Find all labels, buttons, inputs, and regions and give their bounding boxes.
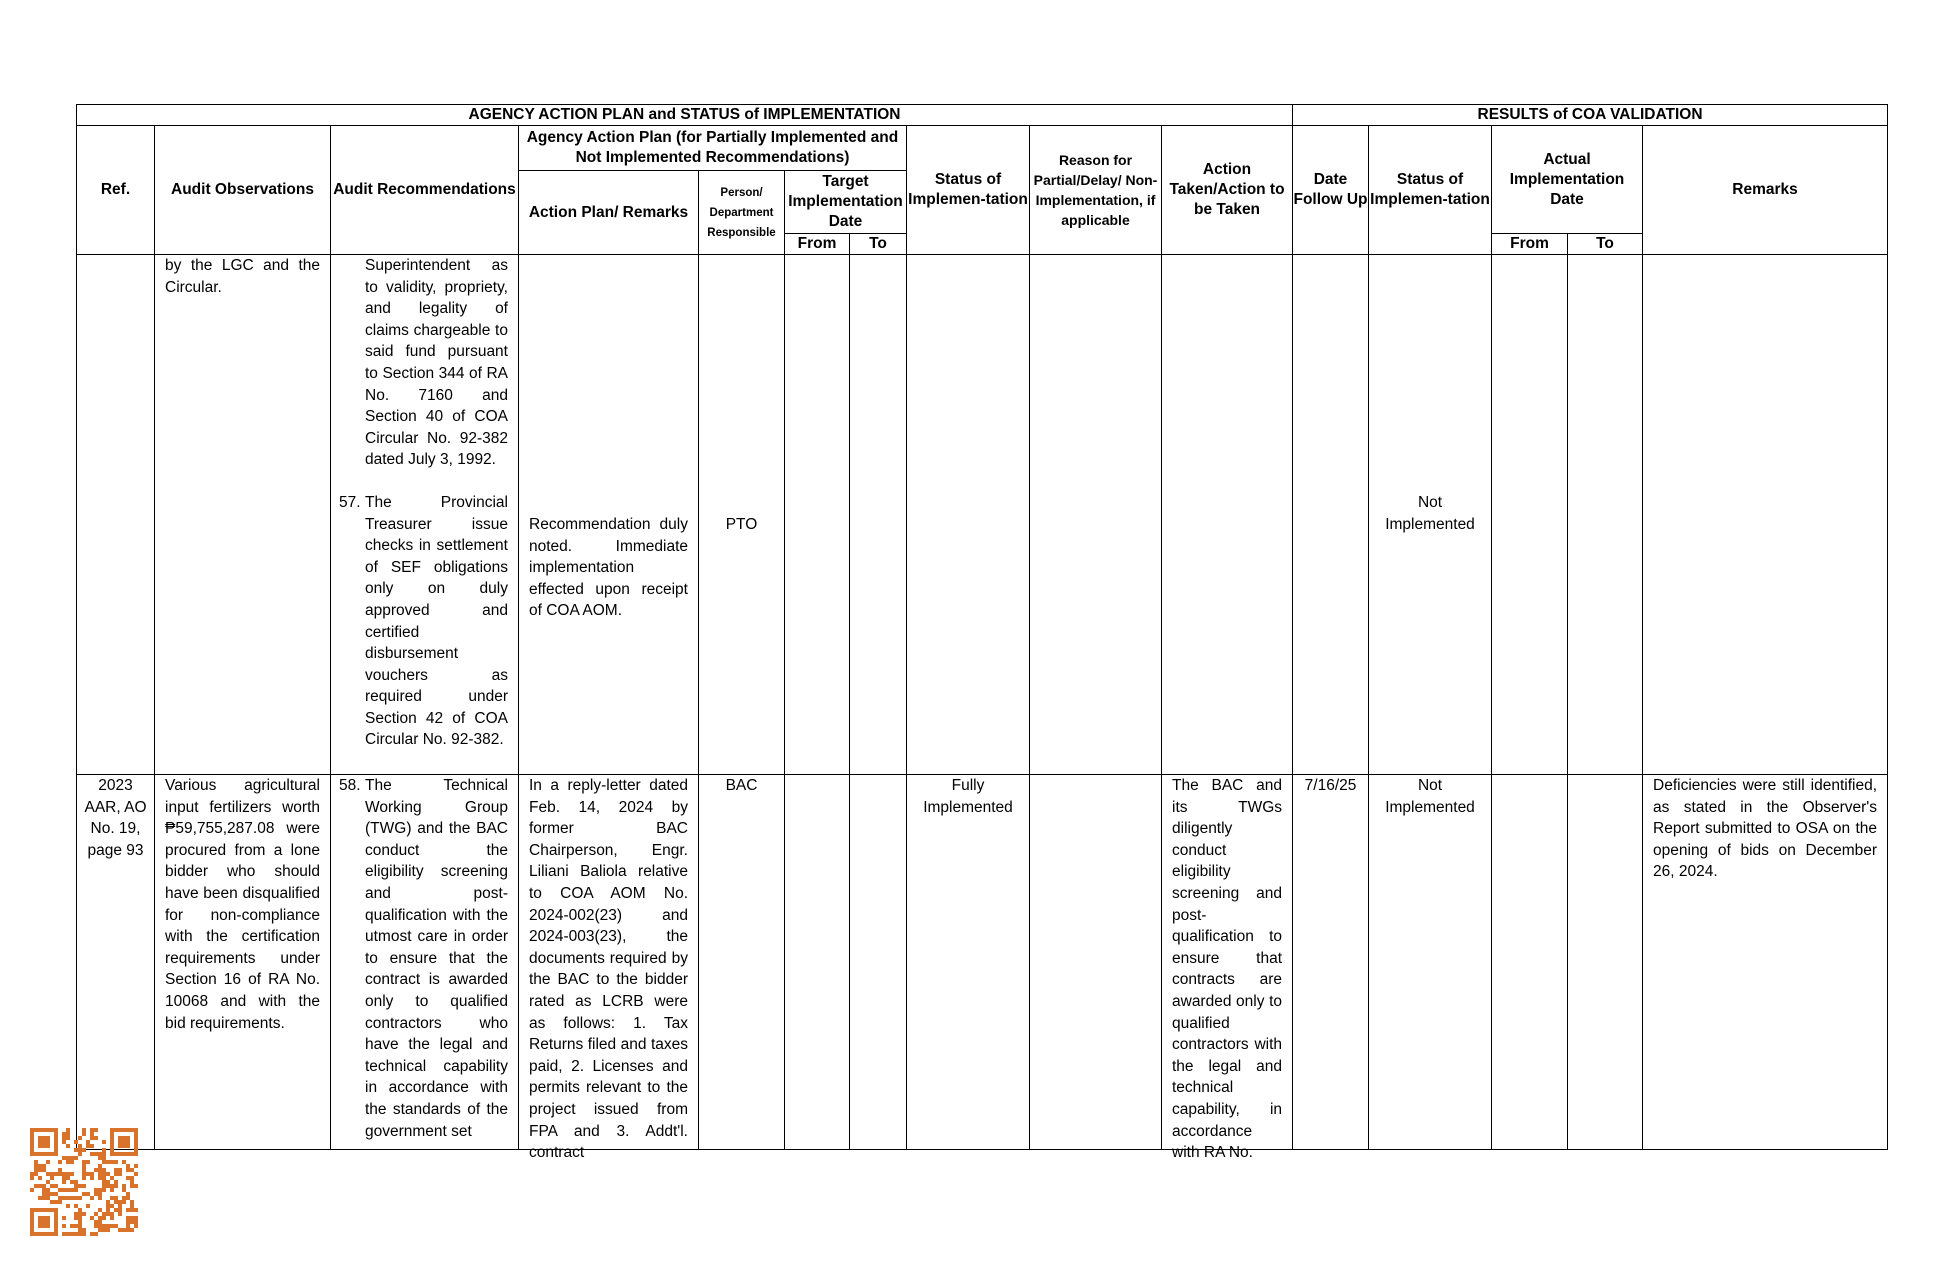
person-cell: PTO bbox=[699, 255, 785, 775]
agency-group-header: AGENCY ACTION PLAN and STATUS of IMPLEMENTATION bbox=[77, 105, 1293, 126]
table-row bbox=[77, 255, 1888, 775]
ref-header: Ref. bbox=[77, 126, 155, 255]
actual-to-cell bbox=[1568, 255, 1643, 775]
recommendation-text: The Provincial Treasurer issue checks in settlement of SEF obligations only on duly approved and certified disbursement vouchers as required under Section 42 of COA Circular No. 92-382. bbox=[365, 493, 508, 749]
observation-cell: by the LGC and the Circular. bbox=[155, 255, 331, 775]
qr-modules bbox=[30, 1128, 138, 1236]
action-plan-cell: Recommendation duly noted. Immediate implementation effected upon receipt of COA AOM. bbox=[519, 255, 699, 775]
recommendation-number: 57. bbox=[339, 493, 361, 511]
actual-from-header: From bbox=[1492, 234, 1568, 255]
action-plan-table bbox=[76, 104, 1888, 1162]
remarks-cell bbox=[1643, 255, 1888, 775]
action-plan-remarks-header: Action Plan/ Remarks bbox=[519, 171, 699, 255]
date-follow-up-cell: 7/16/25 bbox=[1293, 775, 1369, 1150]
date-follow-up-cell bbox=[1293, 255, 1369, 775]
audit-observations-header: Audit Observations bbox=[155, 126, 331, 255]
reason-cell bbox=[1030, 255, 1162, 775]
coa-status-cell: Not Implemented bbox=[1369, 255, 1492, 775]
recommendation-continued: Superintendent as to validity, propriety, and legality of claims chargeable to said fund pursuant to Section 344 of RA No. 7160 and Section 40 of COA Circular No. 92-382 dated July 3, 1992. bbox=[365, 257, 508, 469]
actual-from-cell bbox=[1492, 775, 1568, 1150]
coa-status-cell: Not Implemented bbox=[1369, 775, 1492, 1150]
actual-to-header: To bbox=[1568, 234, 1643, 255]
remarks-header: Remarks bbox=[1643, 126, 1888, 255]
action-taken-cell bbox=[1162, 255, 1293, 775]
person-cell: BAC bbox=[699, 775, 785, 1150]
group-header-row bbox=[77, 105, 1888, 126]
qr-code-icon bbox=[30, 1128, 138, 1236]
agency-status-header: Status of Implemen-tation bbox=[907, 126, 1030, 255]
date-follow-up-header: Date Follow Up bbox=[1293, 126, 1369, 255]
target-to-cell bbox=[850, 255, 907, 775]
remarks-cell: Deficiencies were still identified, as stated in the Observer's Report submitted to OSA on the opening of bids on December 26, 2024. bbox=[1643, 775, 1888, 1150]
agency-status-cell: Fully Implemented bbox=[907, 775, 1030, 1150]
observation-cell: Various agricultural input fertilizers worth ₱59,755,287.08 were procured from a lone bidder who should have been disqualified for non-compliance with the certification requirements under Section 16 of RA No. 10068 and with the bid requirements. bbox=[155, 775, 331, 1150]
coa-group-header: RESULTS of COA VALIDATION bbox=[1293, 105, 1888, 126]
recommendation-text: The Technical Working Group (TWG) and the BAC conduct the eligibility screening and post-qualification with the utmost care in order to ensure that the contract is awarded only to qualified contractors who have the legal and technical capability in accordance with the standards of the government set bbox=[365, 777, 508, 1140]
agency-status-cell bbox=[907, 255, 1030, 775]
person-responsible-header: Person/ Department Responsible bbox=[699, 171, 785, 255]
reason-header: Reason for Partial/Delay/ Non-Implementation, if applicable bbox=[1030, 126, 1162, 255]
actual-date-header: Actual Implementation Date bbox=[1492, 126, 1643, 234]
target-date-header: Target Implementation Date bbox=[785, 171, 907, 234]
action-plan-cell: In a reply-letter dated Feb. 14, 2024 by former BAC Chairperson, Engr. Liliani Baliola relative to COA AOM No. 2024-002(23) and 2024-003(23), the documents required by the BAC to the bidder rated as LCRB were as follows: 1. Tax Returns filed and taxes paid, 2. Licenses and permits relevant to the project issued from FPA and 3. Addt'l. contract bbox=[519, 775, 699, 1150]
table-row bbox=[77, 775, 1888, 1150]
recommendation-cell bbox=[331, 775, 519, 1150]
agency-action-plan-header: Agency Action Plan (for Partially Implemented and Not Implemented Recommendations) bbox=[519, 126, 907, 171]
target-from-header: From bbox=[785, 234, 850, 255]
recommendation-number: 58. bbox=[339, 777, 361, 794]
action-taken-header: Action Taken/Action to be Taken bbox=[1162, 126, 1293, 255]
actual-to-cell bbox=[1568, 775, 1643, 1150]
action-taken-cell: The BAC and its TWGs diligently conduct eligibility screening and post-qualification to ensure that contracts are awarded only to qualified contractors with the legal and technical capability, in accordance with RA No. bbox=[1162, 775, 1293, 1150]
reason-cell bbox=[1030, 775, 1162, 1150]
coa-status-header: Status of Implemen-tation bbox=[1369, 126, 1492, 255]
audit-recommendations-header: Audit Recommendations bbox=[331, 126, 519, 255]
ref-cell: 2023 AAR, AO No. 19, page 93 bbox=[77, 775, 155, 1150]
target-to-cell bbox=[850, 775, 907, 1150]
column-header-row bbox=[77, 126, 1888, 171]
target-from-cell bbox=[785, 255, 850, 775]
actual-from-cell bbox=[1492, 255, 1568, 775]
target-from-cell bbox=[785, 775, 850, 1150]
recommendation-cell bbox=[331, 255, 519, 775]
target-to-header: To bbox=[850, 234, 907, 255]
ref-cell bbox=[77, 255, 155, 775]
